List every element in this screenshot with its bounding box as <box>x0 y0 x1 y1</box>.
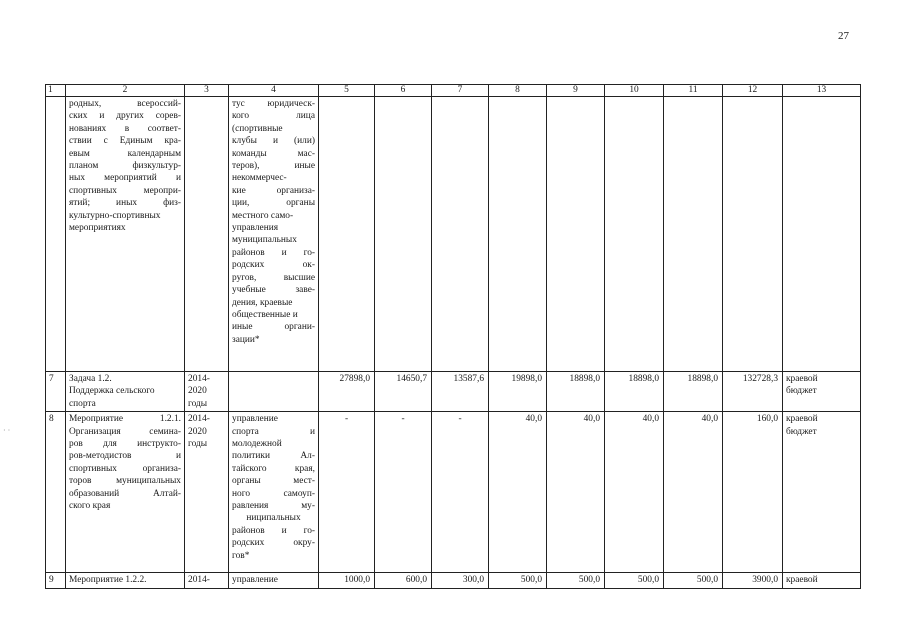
value-cell: - <box>319 412 375 573</box>
text-line: годы <box>188 439 208 450</box>
column-header: 7 <box>432 85 489 97</box>
text-line: иные органи- <box>232 322 315 333</box>
value-cell <box>547 97 605 372</box>
funding-source <box>783 573 861 588</box>
text-line: спорта <box>69 398 96 409</box>
value-cell: 132728,3 <box>723 372 783 412</box>
row-number: 9 <box>46 573 66 588</box>
text-line: районов и го- <box>232 525 315 536</box>
value-cell <box>664 97 723 372</box>
text-line: дения, краевые <box>232 297 293 308</box>
value-cell: 27898,0 <box>319 372 375 412</box>
table-row <box>46 97 861 372</box>
text-line: политики Ал- <box>232 451 315 462</box>
text-line: 2014- <box>188 414 210 425</box>
text-line: Организация семина- <box>69 426 181 437</box>
value-cell: 18898,0 <box>664 372 723 412</box>
text-line: некоммерчес- <box>232 173 287 184</box>
text-line: краевой <box>786 414 818 425</box>
text-line: краевой <box>786 575 818 586</box>
text-line: ского края <box>69 501 111 512</box>
text-line: муниципальных <box>232 235 297 246</box>
text-line: Мероприятие 1.2.2. <box>69 575 147 586</box>
value-cell: 19898,0 <box>489 372 547 412</box>
activity-name <box>66 372 185 412</box>
text-line: культурно-спортивных <box>69 210 161 221</box>
text-line: ятий; иных физ- <box>69 198 181 209</box>
text-line: 2020 <box>188 426 207 437</box>
value-cell: 13587,6 <box>432 372 489 412</box>
value-cell: 600,0 <box>375 573 432 588</box>
text-line: управление <box>232 575 278 586</box>
text-line: ниципальных <box>246 513 301 524</box>
executor-cell <box>229 372 319 412</box>
column-header: 12 <box>723 85 783 97</box>
text-line: органы мест- <box>232 476 315 487</box>
value-cell: 500,0 <box>664 573 723 588</box>
text-line: спортивных организа- <box>69 463 181 474</box>
text-line: ругов, высшие <box>232 272 315 283</box>
executor-cell <box>229 573 319 588</box>
column-header: 2 <box>66 85 185 97</box>
column-header: 9 <box>547 85 605 97</box>
column-header: 8 <box>489 85 547 97</box>
value-cell: 160,0 <box>723 412 783 573</box>
value-cell <box>432 97 489 372</box>
text-line: гов* <box>232 550 250 561</box>
text-line: молодежной <box>232 439 282 450</box>
column-header: 1 <box>46 85 66 97</box>
period-cell <box>185 412 229 573</box>
text-line: бюджет <box>786 426 817 437</box>
row-number: 8 <box>46 412 66 573</box>
column-header: 3 <box>185 85 229 97</box>
text-line: ров для инструкто- <box>69 439 181 450</box>
text-line: ров-методистов и <box>69 451 181 462</box>
value-cell: 500,0 <box>547 573 605 588</box>
value-cell <box>723 97 783 372</box>
funding-source <box>783 412 861 573</box>
budget-table <box>45 84 861 589</box>
value-cell: 18898,0 <box>547 372 605 412</box>
text-line: клубы и (или) <box>232 136 315 147</box>
funding-source <box>783 97 861 372</box>
value-cell: 3900,0 <box>723 573 783 588</box>
header-row <box>46 85 861 97</box>
value-cell: 500,0 <box>605 573 664 588</box>
column-header: 4 <box>229 85 319 97</box>
text-line: (спортивные <box>232 123 283 134</box>
value-cell: 1000,0 <box>319 573 375 588</box>
text-line: 2014- <box>188 374 210 384</box>
value-cell <box>489 97 547 372</box>
value-cell: 300,0 <box>432 573 489 588</box>
value-cell: - <box>375 412 432 573</box>
value-cell: 40,0 <box>489 412 547 573</box>
funding-source <box>783 372 861 412</box>
period-cell <box>185 97 229 372</box>
column-header: 13 <box>783 85 861 97</box>
text-line: кие организа- <box>232 185 315 196</box>
value-cell: - <box>432 412 489 573</box>
column-header: 11 <box>664 85 723 97</box>
text-line: управления <box>232 223 279 234</box>
value-cell: 14650,7 <box>375 372 432 412</box>
text-line: 2020 <box>188 386 207 397</box>
text-line: торов муниципальных <box>69 476 181 487</box>
text-line: Мероприятие 1.2.1. <box>69 414 181 425</box>
text-line: равления му- <box>232 501 315 512</box>
text-line: образований Алтай- <box>69 488 181 499</box>
row-number: 7 <box>46 372 66 412</box>
activity-name <box>66 573 185 588</box>
text-line: теров), иные <box>232 161 315 172</box>
text-line: нованиях в соответ- <box>69 123 181 134</box>
text-line: ного самоуп- <box>232 488 315 499</box>
text-line: тус юридическ- <box>232 99 315 109</box>
text-line: 2014- <box>188 575 210 586</box>
value-cell: 500,0 <box>489 573 547 588</box>
column-header: 5 <box>319 85 375 97</box>
text-line: ции, органы <box>232 198 315 209</box>
text-line: планом физкультур- <box>69 161 181 172</box>
text-line: местного само- <box>232 210 294 221</box>
value-cell: 40,0 <box>664 412 723 573</box>
page-number: 27 <box>838 30 849 42</box>
text-line: краевой <box>786 374 818 384</box>
table-row <box>46 412 861 573</box>
text-line: родских ок- <box>232 260 315 271</box>
column-header: 6 <box>375 85 432 97</box>
column-header: 10 <box>605 85 664 97</box>
activity-name <box>66 412 185 573</box>
executor-cell <box>229 97 319 372</box>
text-line: Поддержка сельского <box>69 386 155 397</box>
text-line: команды мас- <box>232 148 315 159</box>
text-line: кого лица <box>232 111 315 122</box>
row-number <box>46 97 66 372</box>
text-line: мероприятиях <box>69 223 126 234</box>
text-line: спорта и <box>232 426 315 437</box>
text-line: учебные заве- <box>232 285 315 296</box>
text-line: ных мероприятий и <box>69 173 181 184</box>
text-line: родских окру- <box>232 538 315 549</box>
text-line: зации* <box>232 334 260 345</box>
text-line: спортивных меропри- <box>69 185 181 196</box>
text-line: районов и го- <box>232 247 315 258</box>
margin-mark: · · <box>3 426 11 435</box>
text-line: евым календарным <box>69 148 181 159</box>
text-line: бюджет <box>786 386 817 397</box>
value-cell <box>605 97 664 372</box>
value-cell: 40,0 <box>605 412 664 573</box>
value-cell: 40,0 <box>547 412 605 573</box>
period-cell <box>185 573 229 588</box>
value-cell <box>319 97 375 372</box>
text-line: общественные и <box>232 309 298 320</box>
table-row <box>46 573 861 588</box>
value-cell: 18898,0 <box>605 372 664 412</box>
text-line: годы <box>188 398 208 409</box>
text-line: Задача 1.2. <box>69 374 112 384</box>
period-cell <box>185 372 229 412</box>
text-line: тайского края, <box>232 463 315 474</box>
executor-cell <box>229 412 319 573</box>
table-row <box>46 372 861 412</box>
text-line: управление <box>232 414 278 425</box>
text-line: ствии с Единым кра- <box>69 136 181 147</box>
text-line: ских и других сорев- <box>69 111 181 122</box>
activity-name <box>66 97 185 372</box>
value-cell <box>375 97 432 372</box>
text-line: родных, всероссий- <box>69 99 181 109</box>
